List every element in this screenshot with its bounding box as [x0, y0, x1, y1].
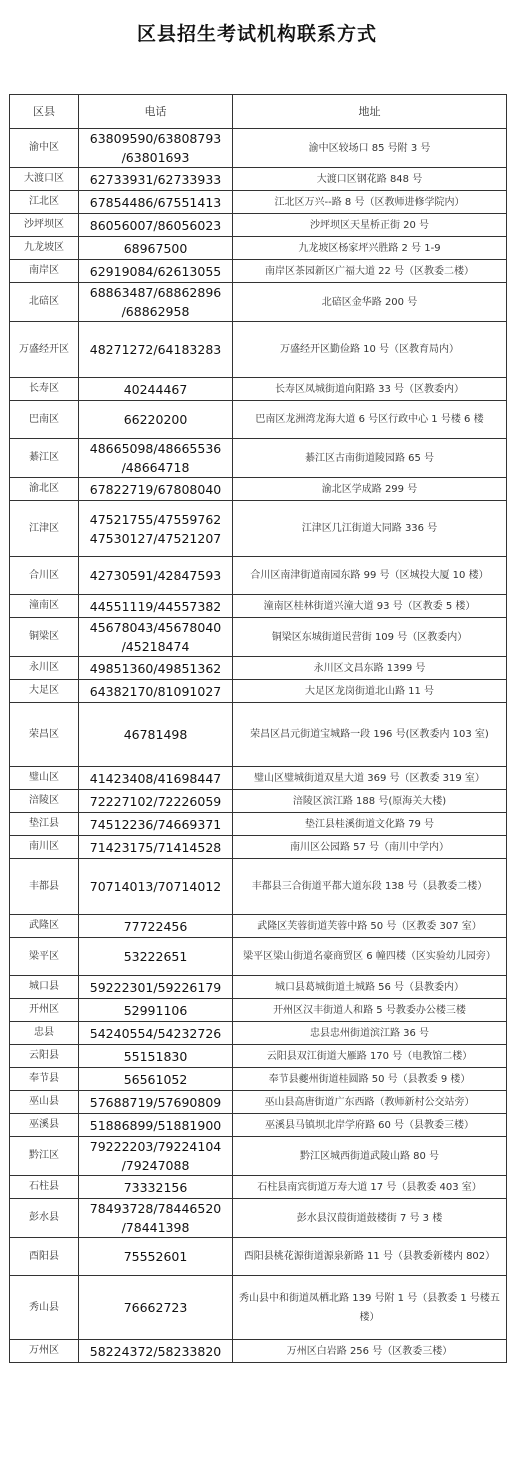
telephone-cell: 49851360/49851362 [79, 657, 233, 680]
table-row [10, 214, 507, 237]
table-row [10, 999, 507, 1022]
telephone-cell: 47521755/47559762 47530127/47521207 [79, 501, 233, 557]
district-cell: 渝中区 [10, 129, 79, 168]
table-row [10, 1091, 507, 1114]
district-cell: 大足区 [10, 680, 79, 703]
table-row [10, 501, 507, 557]
district-cell: 合川区 [10, 557, 79, 595]
district-cell: 璧山区 [10, 767, 79, 790]
header-address: 地址 [233, 95, 507, 129]
district-cell: 南岸区 [10, 260, 79, 283]
telephone-cell: 76662723 [79, 1276, 233, 1340]
district-cell: 渝北区 [10, 478, 79, 501]
table-row [10, 439, 507, 478]
telephone-cell: 51886899/51881900 [79, 1114, 233, 1137]
district-cell: 潼南区 [10, 595, 79, 618]
telephone-cell: 79222203/79224104 /79247088 [79, 1137, 233, 1176]
table-row [10, 767, 507, 790]
address-cell: 璧山区璧城街道双星大道 369 号（区教委 319 室） [233, 767, 507, 790]
telephone-cell: 55151830 [79, 1045, 233, 1068]
telephone-cell: 41423408/41698447 [79, 767, 233, 790]
table-row [10, 1176, 507, 1199]
table-header-row [10, 95, 507, 129]
telephone-cell: 62919084/62613055 [79, 260, 233, 283]
district-cell: 开州区 [10, 999, 79, 1022]
table-row [10, 618, 507, 657]
district-cell: 北碚区 [10, 283, 79, 322]
district-cell: 秀山县 [10, 1276, 79, 1340]
district-cell: 九龙坡区 [10, 237, 79, 260]
telephone-cell: 52991106 [79, 999, 233, 1022]
table-row [10, 790, 507, 813]
district-cell: 忠县 [10, 1022, 79, 1045]
address-cell: 沙坪坝区天星桥正街 20 号 [233, 214, 507, 237]
telephone-cell: 53222651 [79, 938, 233, 976]
address-cell: 江北区万兴--路 8 号（区教师进修学院内） [233, 191, 507, 214]
address-cell: 石柱县南宾街道万寿大道 17 号（县教委 403 室） [233, 1176, 507, 1199]
district-cell: 江津区 [10, 501, 79, 557]
telephone-cell: 86056007/86056023 [79, 214, 233, 237]
table-row [10, 191, 507, 214]
table-row [10, 915, 507, 938]
address-cell: 秀山县中和街道凤栖北路 139 号附 1 号（县教委 1 号楼五楼） [233, 1276, 507, 1340]
table-row [10, 976, 507, 999]
address-cell: 彭水县汉葭街道鼓楼街 7 号 3 楼 [233, 1199, 507, 1238]
district-cell: 永川区 [10, 657, 79, 680]
address-cell: 垫江县桂溪街道文化路 79 号 [233, 813, 507, 836]
telephone-cell: 45678043/45678040 /45218474 [79, 618, 233, 657]
table-body [10, 129, 507, 1363]
district-cell: 丰都县 [10, 859, 79, 915]
telephone-cell: 77722456 [79, 915, 233, 938]
district-cell: 巫山县 [10, 1091, 79, 1114]
address-cell: 北碚区金华路 200 号 [233, 283, 507, 322]
district-cell: 彭水县 [10, 1199, 79, 1238]
table-row [10, 680, 507, 703]
table-row [10, 1238, 507, 1276]
telephone-cell: 48271272/64183283 [79, 322, 233, 378]
address-cell: 黔江区城西街道武陵山路 80 号 [233, 1137, 507, 1176]
telephone-cell: 68967500 [79, 237, 233, 260]
telephone-cell: 62733931/62733933 [79, 168, 233, 191]
address-cell: 巴南区龙洲湾龙海大道 6 号区行政中心 1 号楼 6 楼 [233, 401, 507, 439]
address-cell: 大足区龙岗街道北山路 11 号 [233, 680, 507, 703]
district-cell: 南川区 [10, 836, 79, 859]
telephone-cell: 46781498 [79, 703, 233, 767]
address-cell: 南川区公园路 57 号（南川中学内） [233, 836, 507, 859]
telephone-cell: 48665098/48665536 /48664718 [79, 439, 233, 478]
address-cell: 酉阳县桃花源街道源泉新路 11 号（县教委新楼内 802） [233, 1238, 507, 1276]
district-cell: 石柱县 [10, 1176, 79, 1199]
table-row [10, 1045, 507, 1068]
address-cell: 巫溪县马镇坝北岸学府路 60 号（县教委三楼） [233, 1114, 507, 1137]
table-row [10, 1340, 507, 1363]
telephone-cell: 57688719/57690809 [79, 1091, 233, 1114]
address-cell: 綦江区古南街道陵园路 65 号 [233, 439, 507, 478]
telephone-cell: 71423175/71414528 [79, 836, 233, 859]
header-district: 区县 [10, 95, 79, 129]
telephone-cell: 67822719/67808040 [79, 478, 233, 501]
address-cell: 涪陵区滨江路 188 号(原海关大楼) [233, 790, 507, 813]
table-row [10, 1276, 507, 1340]
telephone-cell: 66220200 [79, 401, 233, 439]
table-row [10, 657, 507, 680]
table-row [10, 1068, 507, 1091]
table-row [10, 283, 507, 322]
address-cell: 合川区南津街道南园东路 99 号（区城投大厦 10 楼） [233, 557, 507, 595]
address-cell: 长寿区凤城街道向阳路 33 号（区教委内） [233, 378, 507, 401]
address-cell: 奉节县夔州街道桂圆路 50 号（县教委 9 楼） [233, 1068, 507, 1091]
address-cell: 梁平区梁山街道名豪商贸区 6 幢四楼（区实验幼儿园旁） [233, 938, 507, 976]
address-cell: 江津区几江街道大同路 336 号 [233, 501, 507, 557]
address-cell: 荣昌区昌元街道宝城路一段 196 号(区教委内 103 室) [233, 703, 507, 767]
address-cell: 大渡口区钢花路 848 号 [233, 168, 507, 191]
district-cell: 云阳县 [10, 1045, 79, 1068]
address-cell: 潼南区桂林街道兴潼大道 93 号（区教委 5 楼） [233, 595, 507, 618]
district-cell: 黔江区 [10, 1137, 79, 1176]
table-row [10, 836, 507, 859]
telephone-cell: 74512236/74669371 [79, 813, 233, 836]
table-row [10, 1114, 507, 1137]
district-cell: 沙坪坝区 [10, 214, 79, 237]
table-row [10, 322, 507, 378]
address-cell: 南岸区茶园新区广福大道 22 号（区教委二楼） [233, 260, 507, 283]
table-row [10, 129, 507, 168]
address-cell: 丰都县三合街道平都大道东段 138 号（县教委二楼） [233, 859, 507, 915]
district-cell: 万盛经开区 [10, 322, 79, 378]
table-row [10, 938, 507, 976]
district-cell: 长寿区 [10, 378, 79, 401]
district-cell: 巫溪县 [10, 1114, 79, 1137]
address-cell: 万盛经开区勤俭路 10 号（区教育局内） [233, 322, 507, 378]
table-row [10, 859, 507, 915]
telephone-cell: 75552601 [79, 1238, 233, 1276]
address-cell: 永川区文昌东路 1399 号 [233, 657, 507, 680]
header-telephone: 电话 [79, 95, 233, 129]
table-row [10, 401, 507, 439]
telephone-cell: 70714013/70714012 [79, 859, 233, 915]
table-row [10, 378, 507, 401]
address-cell: 开州区汉丰街道人和路 5 号教委办公楼三楼 [233, 999, 507, 1022]
telephone-cell: 63809590/63808793 /63801693 [79, 129, 233, 168]
address-cell: 渝北区学成路 299 号 [233, 478, 507, 501]
address-cell: 九龙坡区杨家坪兴胜路 2 号 1-9 [233, 237, 507, 260]
district-cell: 铜梁区 [10, 618, 79, 657]
telephone-cell: 54240554/54232726 [79, 1022, 233, 1045]
telephone-cell: 42730591/42847593 [79, 557, 233, 595]
district-cell: 梁平区 [10, 938, 79, 976]
district-cell: 巴南区 [10, 401, 79, 439]
table-row [10, 478, 507, 501]
telephone-cell: 68863487/68862896 /68862958 [79, 283, 233, 322]
table-row [10, 237, 507, 260]
telephone-cell: 44551119/44557382 [79, 595, 233, 618]
telephone-cell: 73332156 [79, 1176, 233, 1199]
address-cell: 武隆区芙蓉街道芙蓉中路 50 号（区教委 307 室） [233, 915, 507, 938]
telephone-cell: 78493728/78446520 /78441398 [79, 1199, 233, 1238]
table-row [10, 595, 507, 618]
table-row [10, 813, 507, 836]
telephone-cell: 58224372/58233820 [79, 1340, 233, 1363]
district-cell: 荣昌区 [10, 703, 79, 767]
address-cell: 渝中区较场口 85 号附 3 号 [233, 129, 507, 168]
district-cell: 武隆区 [10, 915, 79, 938]
address-cell: 万州区白岩路 256 号（区教委三楼） [233, 1340, 507, 1363]
telephone-cell: 67854486/67551413 [79, 191, 233, 214]
table-row [10, 168, 507, 191]
table-row [10, 557, 507, 595]
district-cell: 大渡口区 [10, 168, 79, 191]
district-cell: 綦江区 [10, 439, 79, 478]
page-title: 区县招生考试机构联系方式 [136, 23, 377, 45]
district-cell: 万州区 [10, 1340, 79, 1363]
district-cell: 垫江县 [10, 813, 79, 836]
telephone-cell: 59222301/59226179 [79, 976, 233, 999]
address-cell: 铜梁区东城街道民营街 109 号（区教委内） [233, 618, 507, 657]
address-cell: 忠县忠州街道滨江路 36 号 [233, 1022, 507, 1045]
district-cell: 奉节县 [10, 1068, 79, 1091]
table-row [10, 1137, 507, 1176]
address-cell: 城口县葛城街道土城路 56 号（县教委内） [233, 976, 507, 999]
district-cell: 城口县 [10, 976, 79, 999]
table-row [10, 703, 507, 767]
telephone-cell: 56561052 [79, 1068, 233, 1091]
address-cell: 巫山县高唐街道广东西路（教师新村公交站旁） [233, 1091, 507, 1114]
table-row [10, 1199, 507, 1238]
telephone-cell: 40244467 [79, 378, 233, 401]
telephone-cell: 64382170/81091027 [79, 680, 233, 703]
district-cell: 江北区 [10, 191, 79, 214]
table-row [10, 1022, 507, 1045]
telephone-cell: 72227102/72226059 [79, 790, 233, 813]
district-cell: 涪陵区 [10, 790, 79, 813]
table-row [10, 260, 507, 283]
contact-table [9, 94, 507, 1363]
district-cell: 酉阳县 [10, 1238, 79, 1276]
address-cell: 云阳县双江街道大雁路 170 号（电教馆二楼） [233, 1045, 507, 1068]
